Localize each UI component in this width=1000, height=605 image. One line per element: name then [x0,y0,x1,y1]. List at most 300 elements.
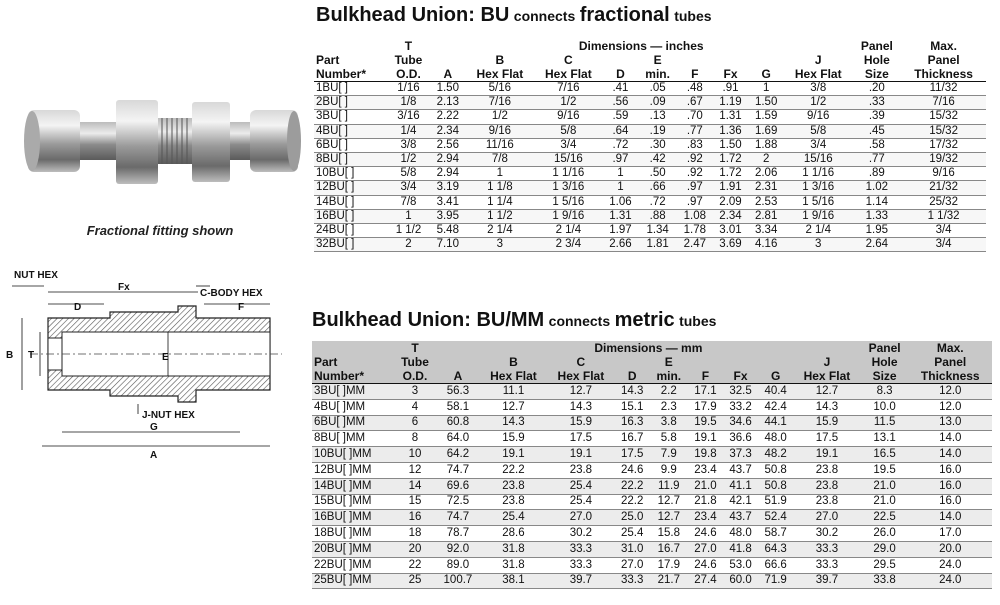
table-cell: 5/8 [387,167,430,181]
table-cell: 1 9/16 [534,209,603,223]
table-cell: 1 5/16 [784,195,853,209]
table-cell: 58.1 [436,399,480,415]
table-cell: 14.0 [909,431,992,447]
part-number-cell: 20BU[ ]MM [312,541,394,557]
table-cell: 16.0 [909,494,992,510]
table-row [314,96,986,110]
table-cell: 5/8 [534,124,603,138]
table-cell: 20.0 [909,541,992,557]
table-cell: 1.36 [713,124,749,138]
metric-table-body [312,384,992,589]
table-cell: 3/8 [387,138,430,152]
table-cell: 19.5 [861,462,909,478]
table-cell: 3.95 [430,209,466,223]
table-cell: 100.7 [436,573,480,589]
table-cell: 2.64 [852,238,901,252]
table-cell: 1.50 [748,96,784,110]
table-cell: 1.95 [852,224,901,238]
table-cell: 1 3/16 [784,181,853,195]
table-cell: 50.8 [758,478,793,494]
table-cell: 5/8 [784,124,853,138]
table-cell: .58 [852,138,901,152]
table-cell: 27.0 [688,541,723,557]
table-cell: 2 [748,153,784,167]
table-cell: 32.5 [723,384,758,400]
table-cell: 33.3 [547,557,614,573]
table-cell: 21/32 [901,181,986,195]
table-cell: 44.1 [758,415,793,431]
table-cell: 25.0 [615,510,650,526]
table-cell: 33.3 [615,573,650,589]
table-cell: .66 [638,181,677,195]
table-cell: 56.3 [436,384,480,400]
table-row [314,167,986,181]
table-cell: 3 [394,384,436,400]
table-cell: .41 [603,82,639,96]
table-cell: 17.0 [909,526,992,542]
table-cell: 29.0 [861,541,909,557]
table-cell: 71.9 [758,573,793,589]
table-cell: 33.2 [723,399,758,415]
table-cell: 5.48 [430,224,466,238]
table-cell: 1.72 [713,153,749,167]
table-cell: 64.0 [436,431,480,447]
table-cell: 15.1 [615,399,650,415]
table-cell: .13 [638,110,677,124]
table-cell: 15/16 [534,153,603,167]
table-cell: .97 [677,195,713,209]
cross-section-drawing [0,262,292,462]
table-cell: 17.5 [547,431,614,447]
table-cell: 1 5/16 [534,195,603,209]
table-cell: 25/32 [901,195,986,209]
part-number-cell: 8BU[ ] [314,153,387,167]
part-number-cell: 8BU[ ]MM [312,431,394,447]
table-cell: 2.94 [430,153,466,167]
table-cell: 15 [394,494,436,510]
table-cell: 21.0 [861,494,909,510]
table-row [312,478,992,494]
table-cell: .91 [713,82,749,96]
table-cell: 2.56 [430,138,466,152]
table-row [314,138,986,152]
table-cell: 3.34 [748,224,784,238]
dimensions-mm-header: Dimensions — mm [436,341,861,355]
table-cell: 1/2 [534,96,603,110]
table-cell: 25.4 [547,478,614,494]
part-number-cell: 18BU[ ]MM [312,526,394,542]
table-cell: 3/4 [901,224,986,238]
table-cell: 2.53 [748,195,784,209]
table-cell: 74.7 [436,462,480,478]
table-cell: 39.7 [547,573,614,589]
table-cell: 3.8 [650,415,688,431]
table-row [312,526,992,542]
fx-label: Fx [118,282,130,293]
fractional-title: Bulkhead Union: BU connects fractional tubes [316,4,712,26]
table-cell: 1.78 [677,224,713,238]
table-cell: 24.6 [688,526,723,542]
table-cell: 2.13 [430,96,466,110]
table-cell: 1 1/8 [466,181,535,195]
table-cell: 72.5 [436,494,480,510]
d-label: D [74,302,82,313]
table-cell: 3/4 [901,238,986,252]
table-cell: 21.8 [688,494,723,510]
table-cell: 1.33 [852,209,901,223]
table-cell: 15.9 [793,415,860,431]
table-cell: 17.5 [793,431,860,447]
table-cell: 22.2 [615,478,650,494]
table-cell: 3/4 [534,138,603,152]
b-label: B [6,350,14,361]
table-cell: 17/32 [901,138,986,152]
table-cell: 33.3 [793,541,860,557]
table-cell: 12.7 [793,384,860,400]
table-cell: .97 [677,181,713,195]
table-cell: 14.3 [793,399,860,415]
a-label: A [150,450,158,461]
table-cell: 3/8 [784,82,853,96]
table-cell: 2.31 [748,181,784,195]
table-cell: 1.19 [713,96,749,110]
table-cell: 23.8 [480,494,547,510]
table-cell: 13.1 [861,431,909,447]
table-cell: 4.16 [748,238,784,252]
table-cell: 1.81 [638,238,677,252]
table-cell: 3.19 [430,181,466,195]
table-cell: 60.0 [723,573,758,589]
table-cell: 24.6 [615,462,650,478]
table-cell: .97 [603,153,639,167]
table-cell: 4 [394,399,436,415]
table-cell: 9/16 [784,110,853,124]
table-cell: 2.81 [748,209,784,223]
table-cell: 16.7 [650,541,688,557]
table-cell: 18 [394,526,436,542]
table-cell: 1 3/16 [534,181,603,195]
j-nut-hex-label: J-NUT HEX [142,410,195,421]
table-cell: 19.1 [480,447,547,463]
table-cell: 14.3 [480,415,547,431]
table-cell: .20 [852,82,901,96]
table-cell: 3/16 [387,110,430,124]
table-cell: 1.08 [677,209,713,223]
table-cell: .05 [638,82,677,96]
table-cell: .45 [852,124,901,138]
table-cell: 51.9 [758,494,793,510]
table-cell: .77 [677,124,713,138]
table-cell: 25.4 [615,526,650,542]
nut-hex-label: NUT HEX [14,270,58,281]
table-cell: 15/16 [784,153,853,167]
table-cell: 89.0 [436,557,480,573]
table-cell: 40.4 [758,384,793,400]
table-cell: 17.5 [615,447,650,463]
table-cell: 15.9 [547,415,614,431]
table-cell: 60.8 [436,415,480,431]
table-cell: 19.8 [688,447,723,463]
table-cell: 1.97 [603,224,639,238]
table-cell: 19.1 [547,447,614,463]
table-cell: 1 1/2 [466,209,535,223]
t-label: T [28,350,35,361]
table-cell: 9/16 [901,167,986,181]
table-cell: 3.01 [713,224,749,238]
table-cell: 23.4 [688,510,723,526]
table-cell: 12.7 [650,510,688,526]
table-row [312,431,992,447]
table-cell: 1 [466,167,535,181]
table-cell: 1/2 [784,96,853,110]
table-cell: 27.0 [793,510,860,526]
table-cell: 1 [603,181,639,195]
table-cell: 74.7 [436,510,480,526]
t-header: T [404,39,413,53]
table-cell: 14.3 [615,384,650,400]
table-cell: 9/16 [466,124,535,138]
table-cell: 58.7 [758,526,793,542]
table-cell: 2 3/4 [534,238,603,252]
table-cell: 1 1/2 [387,224,430,238]
table-cell: .83 [677,138,713,152]
table-cell: 1.72 [713,167,749,181]
table-cell: 14.0 [909,510,992,526]
table-row [314,124,986,138]
table-cell: 16.3 [615,415,650,431]
fractional-table: T Dimensions — inches Panel Max. Part Tube B C E J Hole Panel Number* O.D. A Hex Flat Hex Flat D min. F Fx G Hex Flat Size Thickness 1BU[ ] 1/16 1.50 5/16 7/16 .41 .05 .48 .91 1 3/8 .20 11/32 2BU[ ] 1/8 2.13 7/16 1/2 .56 .09 .67 1.19 1.50 1/2 .33 7/16 3BU[ ] 3/16 2.22 1/2 9/16 .59 .13 .70 1.31 1.59 9/16 .39 15/32 4BU[ ] 1/4 2.34 9/16 5/8 .64 .19 .77 1.36 1.69 5/8 .45 15/32 6BU[ ] 3/8 2.56 11/16 3/4 .72 .30 .83 1.50 1.88 3/4 .58 17/32 8BU[ ] 1/2 2.94 7/8 15/16 .97 .42 .92 1.72 2 15/16 .77 19/32 10BU[ ] 5/8 2.94 1 1 1/16 1 .50 .92 1.72 2.06 1 1/16 .89 9/16 12BU[ ] 3/4 3.19 1 1/8 1 3/16 1 .66 .97 1.91 2.31 1 3/16 1.02 21/32 14BU[ ] 7/8 3.41 1 1/4 1 5/16 1.06 .72 .97 2.09 2.53 1 5/16 1.14 25/32 16BU[ ] 1 3.95 1 1/2 1 9/16 1.31 .88 1.08 2.34 2.81 1 9/16 1.33 1 1/32 24BU[ ] 1 1/2 5.48 2 1/4 2 1/4 1.97 1.34 1.78 3.01 3.34 2 1/4 1.95 3/4 32BU[ ] 2 7.10 3 2 3/4 2.66 1.81 2.47 3.69 4.16 3 2.64 3/4 [314,39,986,252]
table-cell: 12 [394,462,436,478]
table-cell: 12.0 [909,384,992,400]
table-cell: 14.3 [547,399,614,415]
table-cell: 33.8 [861,573,909,589]
table-cell: 16 [394,510,436,526]
part-number-cell: 14BU[ ]MM [312,478,394,494]
table-cell: 9/16 [534,110,603,124]
table-cell: 33.3 [547,541,614,557]
table-cell: 16.5 [861,447,909,463]
part-number-cell: 4BU[ ] [314,124,387,138]
part-number-cell: 16BU[ ]MM [312,510,394,526]
table-cell: 33.3 [793,557,860,573]
table-cell: 38.1 [480,573,547,589]
g-label: G [150,422,158,433]
table-cell: 1.88 [748,138,784,152]
table-cell: 2.09 [713,195,749,209]
table-cell: 23.8 [793,494,860,510]
table-cell: 7/8 [387,195,430,209]
table-cell: .09 [638,96,677,110]
table-cell: 3.69 [713,238,749,252]
table-cell: 21.0 [688,478,723,494]
table-cell: 25.4 [547,494,614,510]
table-cell: 14.0 [909,447,992,463]
table-cell: .92 [677,167,713,181]
table-cell: 1.31 [603,209,639,223]
table-cell: 2.22 [430,110,466,124]
table-cell: 43.7 [723,462,758,478]
table-cell: 1 [748,82,784,96]
table-cell: .92 [677,153,713,167]
table-cell: 39.7 [793,573,860,589]
table-cell: 2.94 [430,167,466,181]
part-number-cell: 25BU[ ]MM [312,573,394,589]
table-cell: 27.0 [547,510,614,526]
table-cell: 3.41 [430,195,466,209]
table-cell: 36.6 [723,431,758,447]
table-cell: 1 1/32 [901,209,986,223]
part-number-cell: 12BU[ ] [314,181,387,195]
table-cell: 2.34 [713,209,749,223]
table-cell: 1/8 [387,96,430,110]
part-number-cell: 15BU[ ]MM [312,494,394,510]
table-cell: .72 [603,138,639,152]
table-cell: 43.7 [723,510,758,526]
table-row [312,541,992,557]
table-cell: 37.3 [723,447,758,463]
table-cell: 7/16 [534,82,603,96]
f-label: F [238,302,245,313]
table-row [314,195,986,209]
table-cell: .59 [603,110,639,124]
table-cell: 11.1 [480,384,547,400]
table-cell: 7/16 [466,96,535,110]
table-cell: 24.0 [909,573,992,589]
table-row [312,399,992,415]
table-cell: 12.7 [547,384,614,400]
table-cell: 3 [784,238,853,252]
part-number-cell: 3BU[ ] [314,110,387,124]
table-cell: 31.8 [480,557,547,573]
table-cell: 25.4 [480,510,547,526]
table-cell: 41.8 [723,541,758,557]
table-cell: 2 1/4 [784,224,853,238]
table-cell: 1/2 [387,153,430,167]
part-number-cell: 10BU[ ]MM [312,447,394,463]
table-cell: 2.2 [650,384,688,400]
table-cell: 22 [394,557,436,573]
table-cell: 8.3 [861,384,909,400]
table-cell: 50.8 [758,462,793,478]
table-cell: 5/16 [466,82,535,96]
table-row [314,110,986,124]
table-cell: 1 1/16 [784,167,853,181]
table-cell: .39 [852,110,901,124]
table-cell: 22.2 [615,494,650,510]
table-cell: 11.5 [861,415,909,431]
table-cell: 14 [394,478,436,494]
e-label: E [162,352,169,363]
table-cell: 17.1 [688,384,723,400]
table-cell: 28.6 [480,526,547,542]
table-cell: 7/8 [466,153,535,167]
table-cell: 1 1/4 [466,195,535,209]
table-cell: 41.1 [723,478,758,494]
table-cell: 12.7 [480,399,547,415]
table-cell: 31.8 [480,541,547,557]
table-row [312,510,992,526]
table-row [312,415,992,431]
table-cell: 24.0 [909,557,992,573]
table-cell: 27.4 [688,573,723,589]
table-cell: 69.6 [436,478,480,494]
table-row [314,82,986,96]
table-cell: 42.4 [758,399,793,415]
table-cell: 30.2 [793,526,860,542]
table-cell: 15.9 [480,431,547,447]
part-number-cell: 24BU[ ] [314,224,387,238]
table-cell: .67 [677,96,713,110]
body-hex-label: C-BODY HEX [200,288,263,299]
table-cell: 20 [394,541,436,557]
table-cell: 2.06 [748,167,784,181]
part-number-cell: 3BU[ ]MM [312,384,394,400]
table-cell: 1 [603,167,639,181]
table-cell: 30.2 [547,526,614,542]
table-cell: 21.0 [861,478,909,494]
table-cell: 1 [387,209,430,223]
table-cell: .42 [638,153,677,167]
table-cell: 6 [394,415,436,431]
table-cell: 15/32 [901,110,986,124]
table-cell: 78.7 [436,526,480,542]
table-cell: 1.50 [430,82,466,96]
table-cell: 52.4 [758,510,793,526]
part-number-cell: 6BU[ ] [314,138,387,152]
table-cell: 23.8 [793,478,860,494]
table-cell: 26.0 [861,526,909,542]
table-cell: 92.0 [436,541,480,557]
table-cell: 29.5 [861,557,909,573]
table-cell: 1.91 [713,181,749,195]
table-cell: .33 [852,96,901,110]
table-row [312,384,992,400]
table-cell: 34.6 [723,415,758,431]
part-number-cell: 14BU[ ] [314,195,387,209]
table-cell: 1 1/16 [534,167,603,181]
table-cell: 22.2 [480,462,547,478]
table-row [314,209,986,223]
table-cell: 64.2 [436,447,480,463]
table-cell: 19/32 [901,153,986,167]
table-cell: 5.8 [650,431,688,447]
table-cell: 1.69 [748,124,784,138]
table-cell: 2.34 [430,124,466,138]
table-cell: 10.0 [861,399,909,415]
table-cell: 2 1/4 [466,224,535,238]
table-row [314,153,986,167]
table-cell: .64 [603,124,639,138]
table-cell: 53.0 [723,557,758,573]
table-cell: 23.8 [793,462,860,478]
part-number-cell: 12BU[ ]MM [312,462,394,478]
table-cell: 23.4 [688,462,723,478]
table-cell: 11/32 [901,82,986,96]
part-number-cell: 32BU[ ] [314,238,387,252]
table-cell: 27.0 [615,557,650,573]
table-cell: 31.0 [615,541,650,557]
part-number-cell: 10BU[ ] [314,167,387,181]
table-cell: 15/32 [901,124,986,138]
table-cell: 21.7 [650,573,688,589]
table-cell: 42.1 [723,494,758,510]
table-cell: 2 [387,238,430,252]
table-cell: 1.14 [852,195,901,209]
table-cell: 7/16 [901,96,986,110]
table-cell: 2.3 [650,399,688,415]
table-cell: 1.34 [638,224,677,238]
table-cell: 48.0 [758,431,793,447]
